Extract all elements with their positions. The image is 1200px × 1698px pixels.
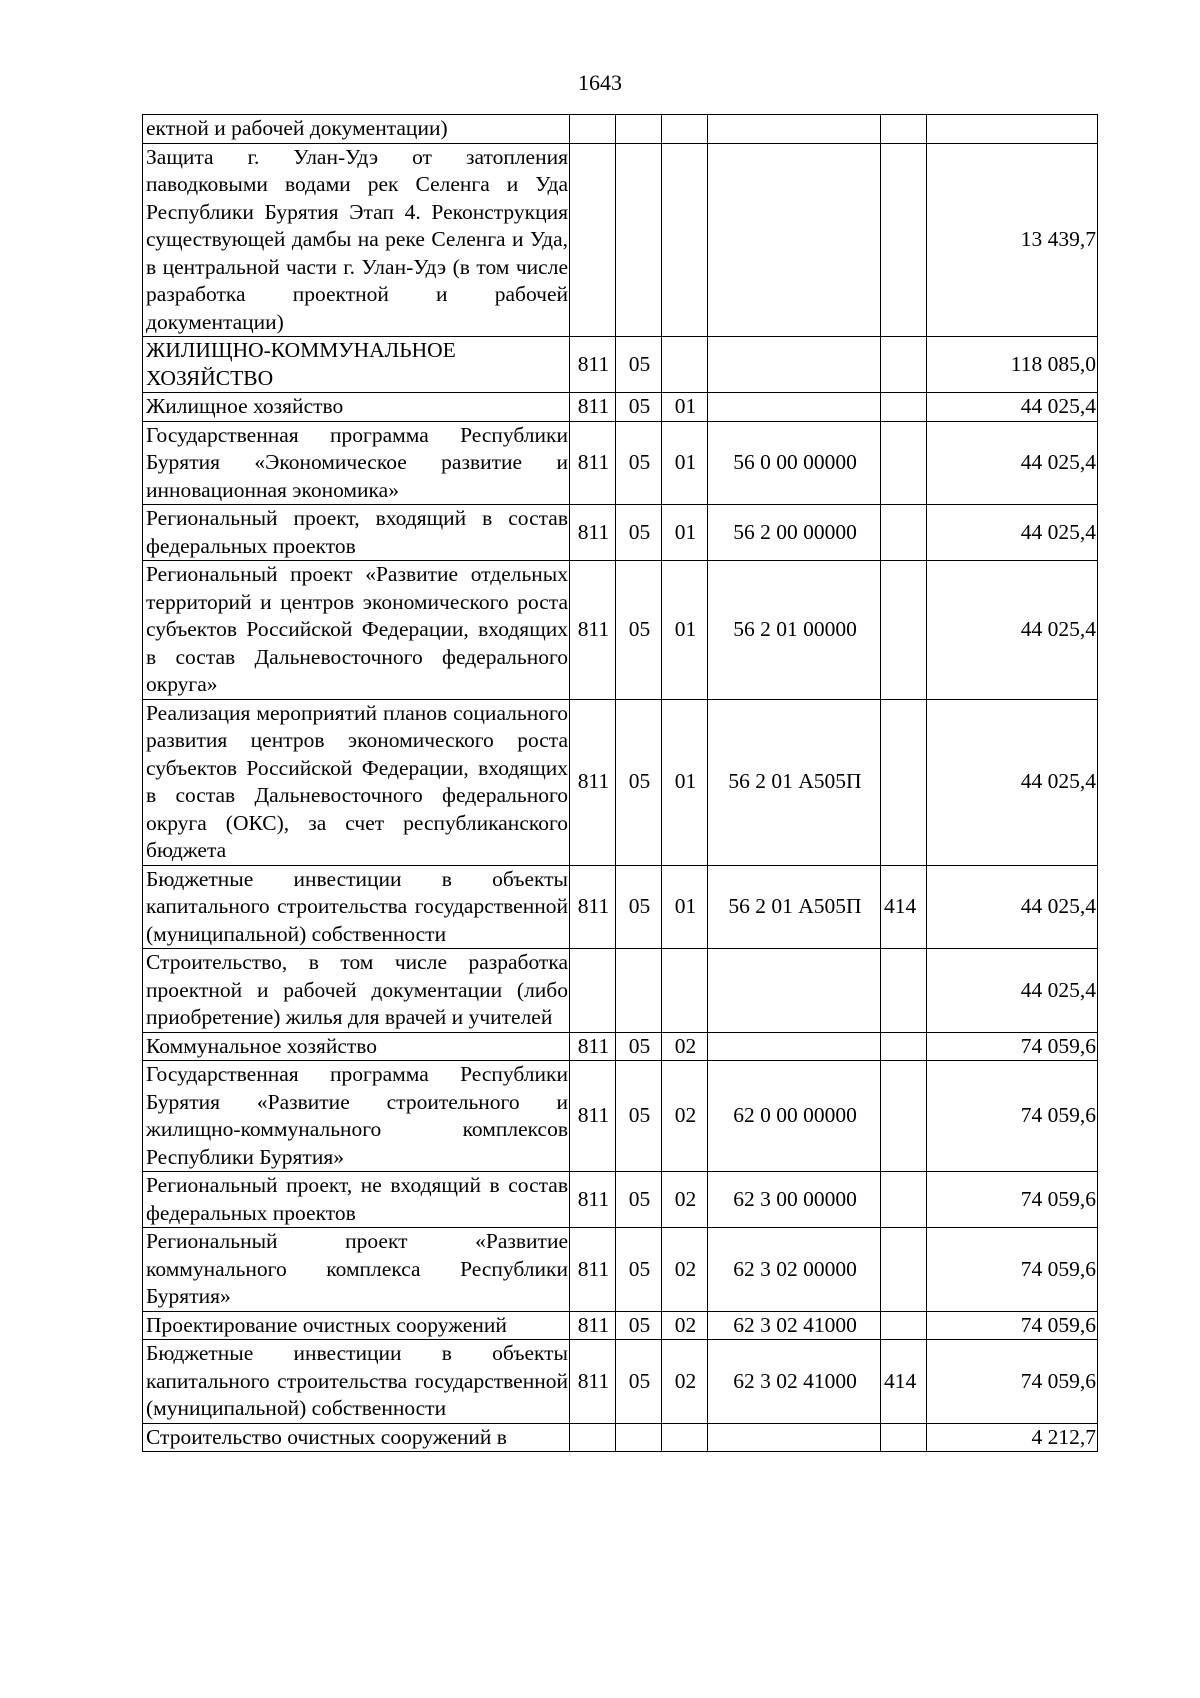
amount-cell: 44 025,4 <box>927 505 1098 561</box>
section-code-cell <box>616 115 662 144</box>
subsection-code-cell <box>662 337 708 393</box>
section-code-cell <box>616 949 662 1033</box>
target-article-cell: 56 2 00 00000 <box>708 505 881 561</box>
target-article-cell: 62 3 02 41000 <box>708 1311 881 1340</box>
table-row <box>143 421 1098 505</box>
ministry-code-cell: 811 <box>570 1061 616 1172</box>
amount-cell: 118 085,0 <box>927 337 1098 393</box>
table-row <box>143 1061 1098 1172</box>
expense-type-cell <box>881 1032 927 1061</box>
amount-cell: 44 025,4 <box>927 421 1098 505</box>
section-code-cell <box>616 1423 662 1452</box>
table-row <box>143 1311 1098 1340</box>
table-row <box>143 505 1098 561</box>
ministry-code-cell <box>570 115 616 144</box>
target-article-cell: 56 0 00 00000 <box>708 421 881 505</box>
section-code-cell: 05 <box>616 337 662 393</box>
target-article-cell: 62 3 02 41000 <box>708 1340 881 1424</box>
subsection-code-cell: 01 <box>662 865 708 949</box>
item-name-cell: ЖИЛИЩНО-КОММУНАЛЬНОЕ ХОЗЯЙСТВО <box>143 337 570 393</box>
budget-table <box>142 114 1098 1452</box>
section-code-cell: 05 <box>616 561 662 700</box>
table-row <box>143 1340 1098 1424</box>
table-row <box>143 561 1098 700</box>
section-code-cell: 05 <box>616 1032 662 1061</box>
item-name-cell: Бюджетные инвестиции в объекты капитального строительства государственной (муниципальной) собственности <box>143 1340 570 1424</box>
page-number: 1643 <box>578 70 622 95</box>
amount-cell: 44 025,4 <box>927 699 1098 865</box>
amount-cell: 44 025,4 <box>927 949 1098 1033</box>
expense-type-cell <box>881 1423 927 1452</box>
subsection-code-cell: 02 <box>662 1340 708 1424</box>
amount-cell: 74 059,6 <box>927 1032 1098 1061</box>
item-name-cell: Жилищное хозяйство <box>143 393 570 422</box>
ministry-code-cell <box>570 949 616 1033</box>
table-row <box>143 1172 1098 1228</box>
subsection-code-cell: 01 <box>662 561 708 700</box>
ministry-code-cell: 811 <box>570 1311 616 1340</box>
subsection-code-cell <box>662 115 708 144</box>
subsection-code-cell: 01 <box>662 699 708 865</box>
expense-type-cell <box>881 561 927 700</box>
expense-type-cell <box>881 1311 927 1340</box>
subsection-code-cell <box>662 1423 708 1452</box>
expense-type-cell <box>881 143 927 337</box>
item-name-cell: Региональный проект «Развитие коммунального комплекса Республики Бурятия» <box>143 1228 570 1312</box>
subsection-code-cell <box>662 143 708 337</box>
ministry-code-cell: 811 <box>570 505 616 561</box>
section-code-cell: 05 <box>616 699 662 865</box>
expense-type-cell <box>881 949 927 1033</box>
ministry-code-cell: 811 <box>570 1032 616 1061</box>
item-name-cell: Строительство, в том числе разработка проектной и рабочей документации (либо приобретение) жилья для врачей и учителей <box>143 949 570 1033</box>
ministry-code-cell: 811 <box>570 561 616 700</box>
expense-type-cell <box>881 505 927 561</box>
amount-cell: 74 059,6 <box>927 1340 1098 1424</box>
target-article-cell: 56 2 01 А505П <box>708 865 881 949</box>
target-article-cell: 62 3 00 00000 <box>708 1172 881 1228</box>
expense-type-cell <box>881 1228 927 1312</box>
expense-type-cell <box>881 337 927 393</box>
table-row <box>143 1228 1098 1312</box>
ministry-code-cell: 811 <box>570 1228 616 1312</box>
item-name-cell: Защита г. Улан-Удэ от затопления паводковыми водами рек Селенга и Уда Республики Бурятия Этап 4. Реконструкция существующей дамбы на реке Селенга и Уда, в центральной части г. Улан-Удэ (в том числе разработка проектной и рабочей документации) <box>143 143 570 337</box>
subsection-code-cell: 02 <box>662 1311 708 1340</box>
expense-type-cell <box>881 421 927 505</box>
table-row <box>143 699 1098 865</box>
expense-type-cell <box>881 1061 927 1172</box>
ministry-code-cell: 811 <box>570 1172 616 1228</box>
item-name-cell: Региональный проект «Развитие отдельных территорий и центров экономического роста субъектов Российской Федерации, входящих в состав Дальневосточного федерального округа» <box>143 561 570 700</box>
table-row <box>143 1032 1098 1061</box>
subsection-code-cell: 02 <box>662 1032 708 1061</box>
item-name-cell: ектной и рабочей документации) <box>143 115 570 144</box>
amount-cell: 74 059,6 <box>927 1228 1098 1312</box>
table-row <box>143 865 1098 949</box>
item-name-cell: Коммунальное хозяйство <box>143 1032 570 1061</box>
table-row <box>143 393 1098 422</box>
expense-type-cell <box>881 1172 927 1228</box>
target-article-cell <box>708 143 881 337</box>
expense-type-cell <box>881 393 927 422</box>
ministry-code-cell: 811 <box>570 865 616 949</box>
amount-cell <box>927 115 1098 144</box>
target-article-cell <box>708 949 881 1033</box>
subsection-code-cell: 01 <box>662 505 708 561</box>
amount-cell: 13 439,7 <box>927 143 1098 337</box>
budget-table-body <box>143 115 1098 1452</box>
subsection-code-cell: 02 <box>662 1228 708 1312</box>
section-code-cell <box>616 143 662 337</box>
ministry-code-cell: 811 <box>570 393 616 422</box>
item-name-cell: Строительство очистных сооружений в <box>143 1423 570 1452</box>
ministry-code-cell: 811 <box>570 421 616 505</box>
amount-cell: 74 059,6 <box>927 1061 1098 1172</box>
target-article-cell: 62 0 00 00000 <box>708 1061 881 1172</box>
table-row <box>143 1423 1098 1452</box>
item-name-cell: Проектирование очистных сооружений <box>143 1311 570 1340</box>
item-name-cell: Государственная программа Республики Бурятия «Развитие строительного и жилищно-коммунального комплексов Республики Бурятия» <box>143 1061 570 1172</box>
expense-type-cell <box>881 699 927 865</box>
subsection-code-cell: 01 <box>662 393 708 422</box>
table-row <box>143 143 1098 337</box>
section-code-cell: 05 <box>616 393 662 422</box>
expense-type-cell: 414 <box>881 1340 927 1424</box>
subsection-code-cell: 01 <box>662 421 708 505</box>
target-article-cell <box>708 337 881 393</box>
amount-cell: 44 025,4 <box>927 865 1098 949</box>
table-row <box>143 949 1098 1033</box>
section-code-cell: 05 <box>616 421 662 505</box>
section-code-cell: 05 <box>616 865 662 949</box>
section-code-cell: 05 <box>616 1061 662 1172</box>
ministry-code-cell <box>570 1423 616 1452</box>
amount-cell: 4 212,7 <box>927 1423 1098 1452</box>
item-name-cell: Региональный проект, не входящий в состав федеральных проектов <box>143 1172 570 1228</box>
expense-type-cell: 414 <box>881 865 927 949</box>
item-name-cell: Бюджетные инвестиции в объекты капитального строительства государственной (муниципальной) собственности <box>143 865 570 949</box>
table-row <box>143 337 1098 393</box>
item-name-cell: Реализация мероприятий планов социального развития центров экономического роста субъектов Российской Федерации, входящих в состав Дальневосточного федерального округа (ОКС), за счет республиканского бюджета <box>143 699 570 865</box>
section-code-cell: 05 <box>616 505 662 561</box>
target-article-cell: 56 2 01 00000 <box>708 561 881 700</box>
section-code-cell: 05 <box>616 1340 662 1424</box>
ministry-code-cell: 811 <box>570 1340 616 1424</box>
ministry-code-cell: 811 <box>570 337 616 393</box>
target-article-cell <box>708 1032 881 1061</box>
ministry-code-cell <box>570 143 616 337</box>
section-code-cell: 05 <box>616 1311 662 1340</box>
amount-cell: 74 059,6 <box>927 1172 1098 1228</box>
target-article-cell: 56 2 01 А505П <box>708 699 881 865</box>
ministry-code-cell: 811 <box>570 699 616 865</box>
item-name-cell: Государственная программа Республики Бурятия «Экономическое развитие и инновационная экономика» <box>143 421 570 505</box>
table-row <box>143 115 1098 144</box>
target-article-cell <box>708 1423 881 1452</box>
subsection-code-cell: 02 <box>662 1172 708 1228</box>
target-article-cell: 62 3 02 00000 <box>708 1228 881 1312</box>
amount-cell: 44 025,4 <box>927 561 1098 700</box>
amount-cell: 44 025,4 <box>927 393 1098 422</box>
subsection-code-cell: 02 <box>662 1061 708 1172</box>
target-article-cell <box>708 393 881 422</box>
section-code-cell: 05 <box>616 1228 662 1312</box>
amount-cell: 74 059,6 <box>927 1311 1098 1340</box>
subsection-code-cell <box>662 949 708 1033</box>
item-name-cell: Региональный проект, входящий в состав федеральных проектов <box>143 505 570 561</box>
target-article-cell <box>708 115 881 144</box>
expense-type-cell <box>881 115 927 144</box>
section-code-cell: 05 <box>616 1172 662 1228</box>
